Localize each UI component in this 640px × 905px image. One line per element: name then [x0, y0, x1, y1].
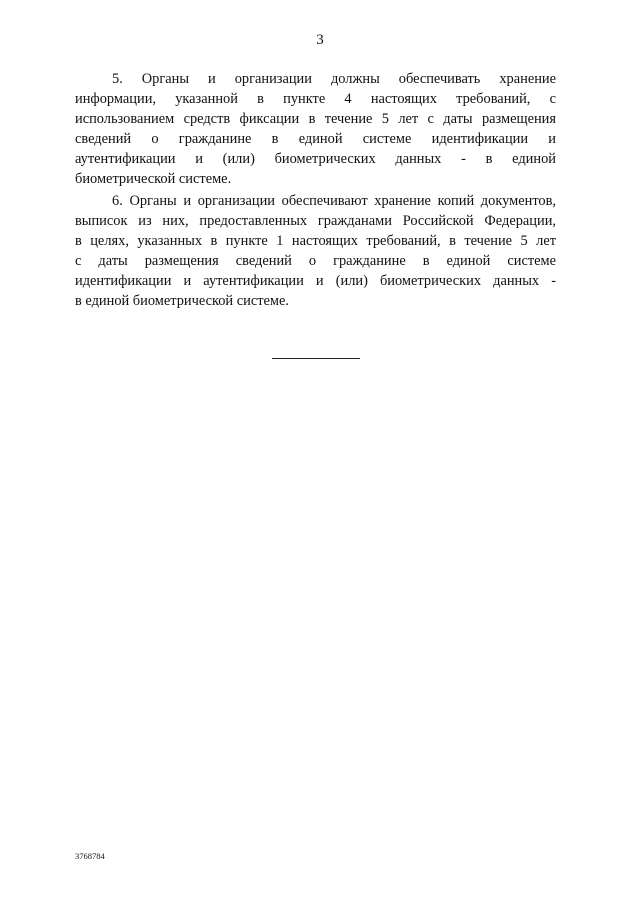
text-line: биометрической системе. [75, 171, 232, 187]
text-line: в целях, указанных в пункте 1 настоящих требований, в течение 5 лет [75, 233, 556, 249]
text-line: идентификации и аутентификации и (или) биометрических данных - [75, 273, 556, 289]
paragraph-5 [75, 69, 556, 189]
text-line: в единой биометрической системе. [75, 293, 289, 309]
paragraph-6 [75, 191, 556, 311]
text-line: 6. Органы и организации обеспечивают хранение копий документов, [112, 193, 556, 209]
end-separator-line [272, 358, 360, 359]
text-line: сведений о гражданине в единой системе идентификации и [75, 131, 556, 147]
text-line: выписок из них, предоставленных гражданами Российской Федерации, [75, 213, 556, 229]
page-number: 3 [316, 32, 324, 48]
text-line: аутентификации и (или) биометрических данных - в единой [75, 151, 556, 167]
document-body [75, 69, 556, 313]
text-line: использованием средств фиксации в течение 5 лет с даты размещения [75, 111, 556, 127]
document-code: 3768784 [75, 851, 105, 861]
text-line: 5. Органы и организации должны обеспечивать хранение [112, 71, 556, 87]
text-line: с даты размещения сведений о гражданине в единой системе [75, 253, 556, 269]
text-line: информации, указанной в пункте 4 настоящих требований, с [75, 91, 556, 107]
